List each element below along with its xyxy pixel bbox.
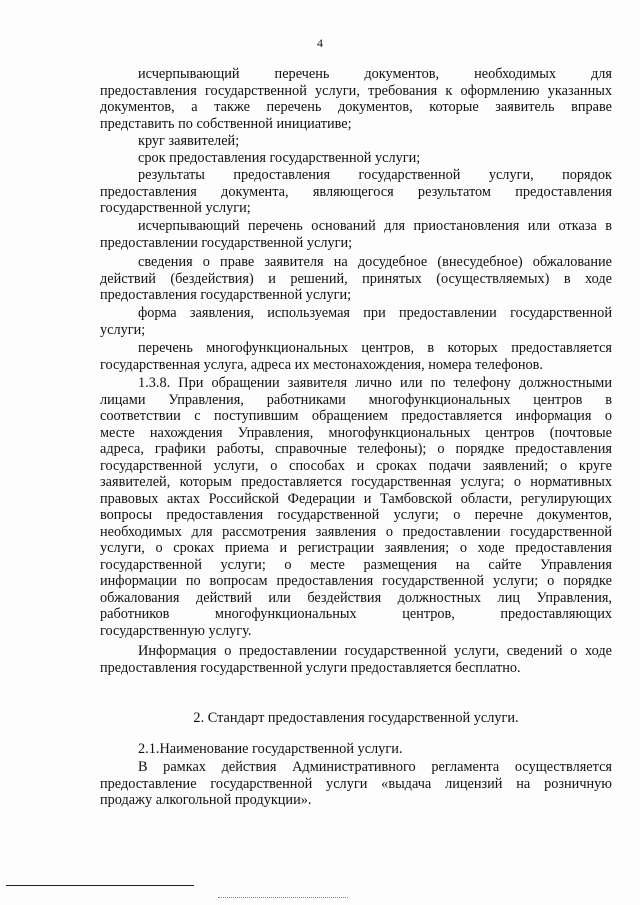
text-line: результаты предоставления государственной услуги, порядок [138,167,612,183]
scan-artifact-marks [218,897,348,898]
text-line: срок предоставления государственной услуги; [138,150,421,166]
paragraph [100,218,612,251]
text-line: услуги; [100,321,146,338]
paragraph [100,375,612,639]
text-line: Информация о предоставлении государственной услуги, сведений о ходе [138,643,612,659]
paragraph [100,167,612,217]
text-line: предоставление государственной услуги «выдача лицензий на розничную [100,775,612,792]
text-line: В рамках действия Административного регламента осуществляется [138,759,612,775]
text-line: вопросы предоставления государственной услуги; о перечне документов, [100,507,612,523]
text-line: предоставления государственной услуги; [100,287,352,303]
paragraph [100,133,612,150]
text-line: государственной услуги; о месте размещения на сайте Управления [100,556,612,573]
text-line: государственная услуга, адреса их местонахождения, номера телефонов. [100,356,544,373]
text-line: работников многофункциональных центров, предоставляющих [100,606,612,622]
text-line: государственной услуги; [100,200,251,216]
text-line: государственной услуги, о способах и сроках подачи заявлений; о круге [100,457,612,474]
text-line: форма заявления, используемая при предоставлении государственной [138,305,612,321]
text-line: действий (бездействия) и решений, принятых (осуществляемых) в ходе [100,270,612,287]
paragraph [100,741,612,758]
text-line: услуги, о сроках приема и регистрации заявления; о ходе предоставления [100,540,612,556]
text-line: соответствии с поступившим обращением предоставляется информация о [100,408,612,424]
text-line: адреса, графики работы, справочные телефоны); о порядке предоставления [100,441,612,457]
text-line: предоставления государственной услуги предоставляется бесплатно. [100,659,521,676]
text-line: предоставления документа, являющегося результатом предоставления [100,183,612,200]
paragraph [100,340,612,373]
text-line: предоставления государственной услуги, требования к оформлению указанных [100,82,612,99]
text-line: круг заявителей; [138,133,240,149]
paragraph [100,150,612,167]
text-line: лицами Управления, работниками многофункциональных центров в [100,391,612,408]
text-line: сведения о праве заявителя на досудебное (внесудебное) обжалование [138,254,612,270]
paragraph [100,66,612,132]
text-line: продажу алкогольной продукции». [100,792,312,808]
text-line: исчерпывающий перечень оснований для приостановления или отказа в [138,218,612,234]
text-line: государственную услугу. [100,622,252,639]
paragraph [100,759,612,809]
text-line: заявителей, которым предоставляется государственная услуга; о нормативных [100,474,612,490]
text-line: правовых актах Российской Федерации и Тамбовской области, регулирующих [100,490,612,507]
text-line: представить по собственной инициативе; [100,115,352,132]
text-line: предоставлении государственной услуги; [100,234,353,251]
text-line: исчерпывающий перечень документов, необходимых для [138,66,612,82]
text-line: информации по вопросам предоставления государственной услуги; о порядке [100,573,612,589]
footnote-separator [6,885,194,886]
text-line: 1.3.8. При обращении заявителя лично или по телефону должностными [138,375,612,391]
text-line: месте нахождения Управления, многофункциональных центров (почтовые [100,424,612,441]
section-heading: 2. Стандарт предоставления государственной услуги. [193,710,519,726]
paragraph [100,305,612,338]
text-line: 2.1.Наименование государственной услуги. [138,741,403,757]
paragraph [100,254,612,304]
paragraph [100,643,612,676]
text-line: перечень многофункциональных центров, в которых предоставляется [138,340,612,356]
text-line: необходимых для рассмотрения заявления о предоставлении государственной [100,523,612,540]
text-line: обжалования действий или бездействия должностных лиц Управления, [100,589,612,606]
page-number: 4 [317,36,323,50]
text-line: документов, а также перечень документов, которые заявитель вправе [100,99,612,115]
